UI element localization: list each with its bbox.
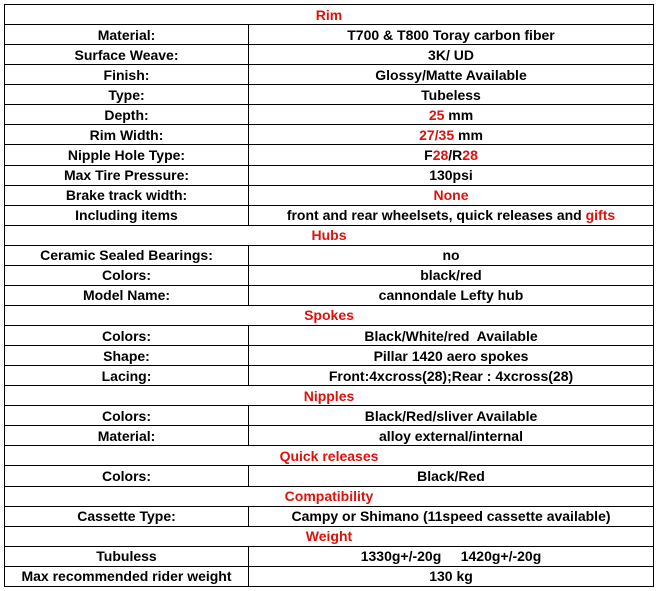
value-text: mm bbox=[444, 106, 474, 123]
spec-value bbox=[249, 546, 654, 566]
value-text: Tubeless bbox=[421, 86, 481, 103]
spec-row bbox=[5, 65, 654, 85]
spec-label: Lacing: bbox=[5, 366, 249, 386]
spec-value bbox=[249, 25, 654, 45]
value-text: Black/White/red Available bbox=[364, 327, 538, 344]
spec-value bbox=[249, 326, 654, 346]
value-text: cannondale Lefty hub bbox=[378, 287, 524, 304]
section-title: Hubs bbox=[5, 225, 654, 245]
spec-label: Shape: bbox=[5, 346, 249, 366]
spec-value bbox=[249, 185, 654, 205]
spec-label: Material: bbox=[5, 25, 249, 45]
spec-value bbox=[249, 245, 654, 265]
spec-row bbox=[5, 125, 654, 145]
section-header-row bbox=[5, 386, 654, 406]
value-text: mm bbox=[454, 126, 483, 143]
spec-value bbox=[249, 145, 654, 165]
value-text: 1330g+/-20g 1420g+/-20g bbox=[360, 548, 542, 565]
value-text: F bbox=[424, 146, 433, 163]
spec-row bbox=[5, 165, 654, 185]
spec-row bbox=[5, 466, 654, 486]
section-header-row bbox=[5, 486, 654, 506]
spec-value bbox=[249, 105, 654, 125]
spec-value bbox=[249, 65, 654, 85]
spec-row bbox=[5, 245, 654, 265]
spec-row bbox=[5, 326, 654, 346]
spec-label: Depth: bbox=[5, 105, 249, 125]
spec-row bbox=[5, 185, 654, 205]
spec-label: Cassette Type: bbox=[5, 506, 249, 526]
spec-value bbox=[249, 165, 654, 185]
spec-value bbox=[249, 45, 654, 65]
value-text: Pillar 1420 aero spokes bbox=[373, 347, 529, 364]
spec-table bbox=[4, 4, 654, 587]
section-title: Rim bbox=[5, 5, 654, 25]
spec-value bbox=[249, 265, 654, 285]
highlight-text: 28 bbox=[432, 146, 449, 163]
value-text: 130psi bbox=[429, 167, 473, 184]
spec-label: Type: bbox=[5, 85, 249, 105]
spec-row bbox=[5, 145, 654, 165]
spec-row bbox=[5, 366, 654, 386]
spec-value bbox=[249, 426, 654, 446]
highlight-text: 28 bbox=[462, 146, 478, 163]
spec-row bbox=[5, 426, 654, 446]
spec-row bbox=[5, 546, 654, 566]
spec-value bbox=[249, 466, 654, 486]
spec-label: Ceramic Sealed Bearings: bbox=[5, 245, 249, 265]
value-text: /R bbox=[448, 146, 463, 163]
value-text: Black/Red bbox=[417, 467, 485, 484]
spec-label: Max Tire Pressure: bbox=[5, 165, 249, 185]
section-title: Nipples bbox=[5, 386, 654, 406]
value-text: Black/Red/sliver Available bbox=[364, 407, 538, 424]
section-header-row bbox=[5, 305, 654, 325]
spec-label: Colors: bbox=[5, 466, 249, 486]
section-title: Quick releases bbox=[5, 446, 654, 466]
value-text: 3K/ UD bbox=[428, 46, 474, 63]
spec-label: Surface Weave: bbox=[5, 45, 249, 65]
value-text: Campy or Shimano (11speed cassette available) bbox=[291, 508, 611, 525]
value-text: no bbox=[442, 247, 460, 264]
highlight-text: 25 bbox=[428, 106, 445, 123]
spec-row bbox=[5, 265, 654, 285]
spec-row bbox=[5, 25, 654, 45]
value-text: T700 & T800 Toray carbon fiber bbox=[347, 26, 555, 43]
value-text: black/red bbox=[420, 267, 482, 284]
spec-row bbox=[5, 285, 654, 305]
spec-value bbox=[249, 366, 654, 386]
spec-value bbox=[249, 205, 654, 225]
spec-value bbox=[249, 566, 654, 586]
spec-row bbox=[5, 45, 654, 65]
value-text: alloy external/internal bbox=[379, 427, 523, 444]
spec-row bbox=[5, 205, 654, 225]
spec-value bbox=[249, 285, 654, 305]
spec-value bbox=[249, 85, 654, 105]
value-text: front and rear wheelsets, quick releases and bbox=[286, 207, 586, 224]
section-header-row bbox=[5, 5, 654, 25]
spec-row bbox=[5, 566, 654, 586]
spec-label: Colors: bbox=[5, 406, 249, 426]
spec-label: Rim Width: bbox=[5, 125, 249, 145]
spec-row bbox=[5, 506, 654, 526]
spec-label: Max recommended rider weight bbox=[5, 566, 249, 586]
spec-label: Material: bbox=[5, 426, 249, 446]
value-text: 130 kg bbox=[429, 568, 473, 585]
section-header-row bbox=[5, 526, 654, 546]
spec-value bbox=[249, 506, 654, 526]
spec-row bbox=[5, 105, 654, 125]
spec-row bbox=[5, 406, 654, 426]
spec-label: Model Name: bbox=[5, 285, 249, 305]
spec-label: Tubuless bbox=[5, 546, 249, 566]
value-text: Glossy/Matte Available bbox=[375, 66, 527, 83]
spec-label: Brake track width: bbox=[5, 185, 249, 205]
spec-label: Including items bbox=[5, 205, 249, 225]
spec-label: Nipple Hole Type: bbox=[5, 145, 249, 165]
spec-row bbox=[5, 85, 654, 105]
spec-row bbox=[5, 346, 654, 366]
spec-value bbox=[249, 406, 654, 426]
highlight-text: gifts bbox=[585, 207, 616, 224]
section-title: Weight bbox=[5, 526, 654, 546]
spec-label: Finish: bbox=[5, 65, 249, 85]
highlight-text: 27/35 bbox=[419, 126, 455, 143]
highlight-text: None bbox=[433, 187, 469, 204]
spec-value bbox=[249, 346, 654, 366]
section-title: Compatibility bbox=[5, 486, 654, 506]
spec-label: Colors: bbox=[5, 265, 249, 285]
value-text: Front:4xcross(28);Rear : 4xcross(28) bbox=[328, 367, 574, 384]
section-header-row bbox=[5, 446, 654, 466]
spec-table-body bbox=[5, 5, 654, 587]
spec-label: Colors: bbox=[5, 326, 249, 346]
spec-value bbox=[249, 125, 654, 145]
section-title: Spokes bbox=[5, 305, 654, 325]
section-header-row bbox=[5, 225, 654, 245]
